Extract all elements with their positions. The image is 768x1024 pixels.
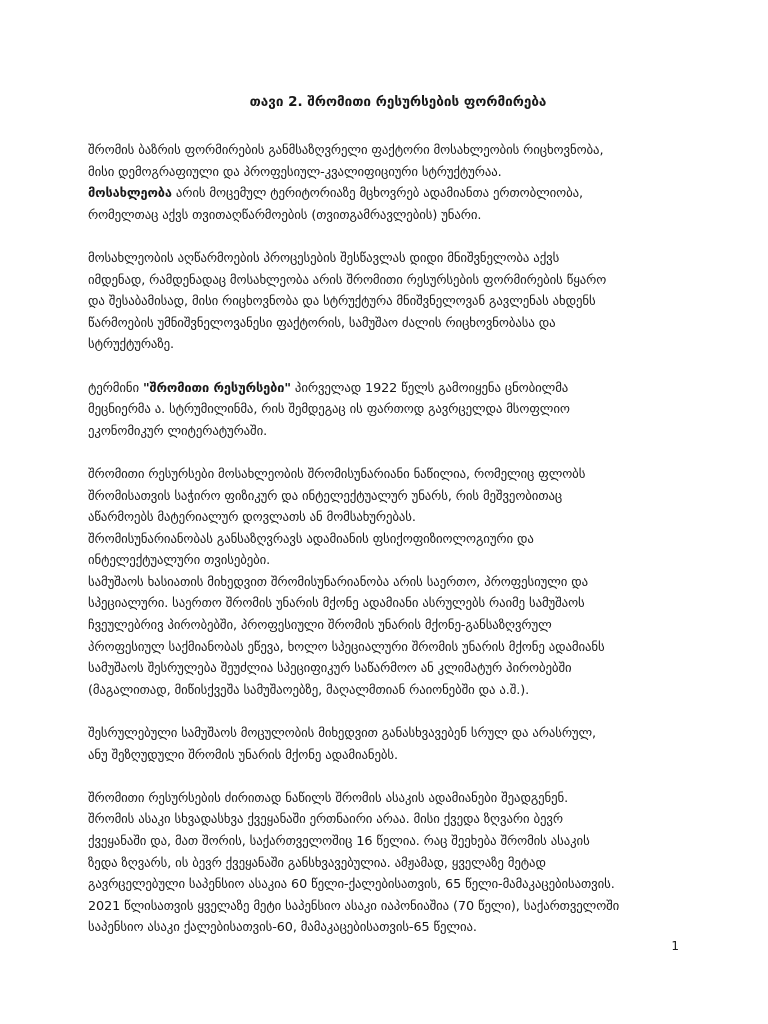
text-line [88, 745, 708, 767]
text-segment: ტერმინი [88, 380, 143, 396]
text-segment: შრომითი რესურსების ძირითად ნაწილს შრომის ასაკის ადამიანები შეადგენენ. [88, 790, 569, 806]
text-segment: შრომისუნარიანობას განსაზღვრავს ადამიანის ფსიქოფიზიოლოგიური და [88, 531, 534, 547]
text-segment: მოსახლეობის აღწარმოების პროცესების შესწავლას დიდი მნიშვნელობა აქვს [88, 250, 560, 266]
text-segment: სტრუქტურაზე. [88, 337, 175, 353]
text-segment: პირველად 1922 წელს გამოიყენა ცნობილმა [290, 380, 569, 396]
text-line [88, 183, 708, 205]
text-line [88, 550, 708, 572]
bold-term: "შრომითი რესურსები" [142, 380, 291, 396]
text-line [88, 572, 708, 594]
text-segment: საპენსიო ასაკი ქალებისათვის-60, მამაკაცებისათვის-65 წელია. [88, 920, 477, 936]
page-number: 1 [671, 939, 679, 953]
text-line [88, 205, 708, 227]
text-segment: ეკონომიკურ ლიტერატურაში. [88, 423, 268, 439]
text-segment: იმდენად, რამდენადაც მოსახლეობა არის შრომითი რესურსების ფორმირების წყარო [88, 272, 607, 288]
text-line [88, 140, 708, 162]
text-line [88, 723, 708, 745]
paragraph [88, 464, 708, 702]
text-line [88, 291, 708, 313]
paragraph [88, 248, 708, 356]
text-segment: (მაგალითად, მიწისქვეშა სამუშაოებზე, მაღალმთიან რაიონებში და ა.შ.). [88, 682, 530, 698]
text-segment: სპეციალური. საერთო შრომის უნარის მქონე ადამიანი ასრულებს რაიმე სამუშაოს [88, 596, 585, 612]
paragraph [88, 723, 708, 766]
text-segment: რომელთაც აქვს თვითაღწარმოების (თვითგამრავლების) უნარი. [88, 207, 482, 223]
text-line [88, 421, 708, 443]
text-segment: ანუ შეზღუდული შრომის უნარის მქონე ადამიანებს. [88, 747, 398, 763]
text-segment: ქვეყანაში და, მათ შორის, საქართველოშიც 16 წელია. რაც შეეხება შრომის ასაკის [88, 834, 590, 849]
text-segment: მისი დემოგრაფიული და პროფესიულ-კვალიფიციური სტრუქტურაა. [88, 164, 502, 180]
text-line [88, 788, 708, 810]
text-segment: შრომითი რესურსები მოსახლეობის შრომისუნარიანი ნაწილია, რომელიც ფლობს [88, 466, 586, 482]
chapter-title: თავი 2. შრომითი რესურსების ფორმირება [249, 94, 547, 110]
text-segment: პროფესიულ საქმიანობას ეწევა, ხოლო სპეციალური შრომის უნარის მქონე ადამიანს [88, 639, 605, 655]
text-segment: შრომისათვის საჭირო ფიზიკურ და ინტელექტუალურ უნარს, რის მეშვეობითაც [88, 488, 563, 504]
text-line [88, 831, 708, 853]
bold-term: მოსახლეობა [88, 186, 172, 202]
text-segment: ინტელექტუალური თვისებები. [88, 553, 271, 569]
text-line [88, 637, 708, 659]
text-segment: სამუშაოს შესრულება შეუძლია სპეციფიკურ საწარმოო ან კლიმატურ პირობებში [88, 661, 572, 677]
text-segment: შრომის ბაზრის ფორმირების განმსაზღვრელი ფაქტორი მოსახლეობის რიცხოვნობა, [88, 143, 604, 158]
text-segment: 2021 წლისათვის ყველაზე მეტი საპენსიო ასაკი იაპონიაშია (70 წელი), საქართველოში [88, 898, 620, 914]
text-segment: წარმოების უმნიშვნელოვანესი ფაქტორის, სამუშაო ძალის რიცხოვნობასა და [88, 315, 556, 331]
paragraph [88, 140, 708, 226]
text-segment: სამუშაოს ხასიათის მიხედვით შრომისუნარიანობა არის საერთო, პროფესიული და [88, 574, 588, 590]
text-line [88, 615, 708, 637]
paragraph [88, 788, 708, 939]
text-line [88, 658, 708, 680]
text-line [88, 853, 708, 875]
text-segment: აწარმოებს მატერიალურ დოვლათს ან მომსახურებას. [88, 510, 416, 526]
text-line [88, 507, 708, 529]
text-line [88, 809, 708, 831]
text-segment: მეცნიერმა ა. სტრუმილინმა, რის შემდეგაც ის ფართოდ გავრცელდა მსოფლიო [88, 402, 570, 418]
text-line [88, 680, 708, 702]
text-line [88, 486, 708, 508]
text-segment: გავრცელებული საპენსიო ასაკია 60 წელი-ქალებისათვის, 65 წელი-მამაკაცებისათვის. [88, 877, 615, 893]
document-body [88, 140, 708, 939]
text-line [88, 313, 708, 335]
text-line [88, 270, 708, 292]
text-line [88, 399, 708, 421]
paragraph [88, 378, 708, 443]
text-line [88, 593, 708, 615]
text-line [88, 896, 708, 918]
text-line [88, 248, 708, 270]
text-segment: ჩვეულებრივ პირობებში, პროფესიული შრომის უნარის მქონე-განსაზღვრულ [88, 618, 552, 634]
text-line [88, 162, 708, 184]
text-line [88, 378, 708, 400]
text-line [88, 874, 708, 896]
text-line [88, 529, 708, 551]
text-line [88, 334, 708, 356]
text-segment: არის მოცემულ ტერიტორიაზე მცხოვრებ ადამიანთა ერთობლიობა, [171, 186, 583, 202]
text-line [88, 464, 708, 486]
text-segment: შესრულებული სამუშაოს მოცულობის მიხედვით განასხვავებენ სრულ და არასრულ, [88, 726, 596, 742]
text-segment: შრომის ასაკი სხვადასხვა ქვეყანაში ერთნაირი არაა. მისი ქვედა ზღვარი ბევრ [88, 812, 563, 828]
text-segment: ზედა ზღვარს, ის ბევრ ქვეყანაში განსხვავებულია. ამჟამად, ყველაზე მეტად [88, 855, 546, 871]
text-segment: და შესაბამისად, მისი რიცხოვნობა და სტრუქტურა მნიშვნელოვან გავლენას ახდენს [88, 294, 596, 310]
text-line [88, 917, 708, 939]
